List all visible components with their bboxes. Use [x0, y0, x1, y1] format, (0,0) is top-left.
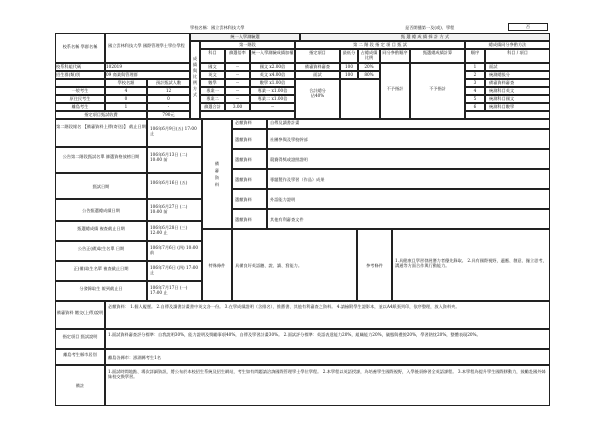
item2: 面試: [295, 71, 340, 79]
bottom-label: 備註: [55, 365, 105, 406]
quota-row-a: 1: [105, 103, 147, 111]
doc-check: 選繳資料: [232, 169, 267, 189]
bottom-label: 備審資料 繳交(上傳)說明: [55, 301, 105, 329]
weighted-label: 合計總分: [309, 88, 326, 93]
tiebreak-v: 統測科目國文: [485, 95, 550, 103]
tiebreak-title: 總成績同分參酌方法: [465, 41, 550, 49]
quota-col-a: 學校名額: [105, 79, 147, 87]
tiebreak-n: 3: [465, 79, 485, 87]
score-weight: 專業二 x1.00倍: [250, 95, 295, 103]
col-pct: 占總成績比例: [358, 49, 380, 63]
doc-item: 專題製作及學習（作品）成果: [267, 169, 550, 189]
quota-row-b: 12: [147, 87, 190, 95]
item1: 備審資料審查: [295, 63, 340, 71]
program-check-label: 是否開播第一及(或)、學程: [405, 25, 455, 30]
col-weight: 統一入學測驗成績加權: [250, 49, 295, 63]
score-ratio: --: [225, 63, 250, 71]
quota-row-b: -: [147, 103, 190, 111]
score-subject: 專業二: [200, 95, 225, 103]
tiebreak-v: 面試: [485, 63, 550, 71]
col-calc: 甄選總成績計算: [410, 49, 465, 63]
score-subject: 專業一: [200, 87, 225, 95]
doc-item: 自傳及讀書計畫: [267, 119, 550, 129]
order-no1: 不予指計: [380, 63, 410, 119]
item2-score: 100: [340, 71, 358, 79]
score-ratio: --: [225, 71, 250, 79]
score-ratio: 3.00: [225, 103, 250, 111]
dept-code-label: 校系名稱 學群名稱: [55, 33, 105, 63]
school-name: 學校名稱：國立雲林科技大學: [190, 25, 245, 30]
special-label: 特殊條件: [202, 229, 232, 301]
col-subject: 科目: [200, 49, 225, 63]
ref-value: 1.具健康且學習發展潛力者優先錄取。 2.具有國際視野，適應、創意、獨立思考，溝通等方面合作與行動能力。: [392, 229, 550, 301]
item1-score: 100: [340, 63, 358, 71]
score-side-label: 成績與比例方式: [190, 41, 200, 119]
tiebreak-v: 統測科目英文: [485, 87, 550, 95]
tiebreak-v: 備審資料審查: [485, 79, 550, 87]
score-subject: 篩選合計: [200, 103, 225, 111]
weighted-total: [295, 79, 340, 119]
score-weight: 數學 x1.00倍: [250, 79, 295, 87]
schedule-label: 公告第二階段甄試名單 篩選資格放榜日期: [55, 147, 147, 173]
bottom-text: 1.面試資料審查評分標準：自我說明30%，能力證明及獎勵事項40%，自傳及學習計畫30%。 2.面試評分標準：英語表達能力20%，組織能力20%，儀態與禮貌20%，學習熱忱20%，整體表現20%。: [105, 329, 550, 349]
score-blank: [200, 111, 295, 119]
schedule-label: 公告甄選總成績日期: [55, 199, 147, 221]
quota-row-label: 原住民考生: [55, 95, 105, 103]
tiebreak-n: 5: [465, 95, 485, 103]
schedule-label: 甄選總成績 複查截止日期: [55, 221, 147, 241]
program-check-value: 否: [508, 23, 548, 31]
schedule-value: 106年6月27日 (二) 10:00 前: [147, 199, 202, 221]
bottom-text: 1.面試時間地點、場次詳細資訊，將公布於本校招生系統及招生網站，考生如有問題請洽詢國際管理學士學位學程。 2.本學程以英語授課，為培養學生國際視野，入學後須修習全英語課程。 3.本學程為提升學生國際移動力，鼓勵赴國外姊妹校交換學習。: [105, 365, 550, 406]
schedule-value: 106年7月17日 (一) 17:00 止: [147, 281, 202, 301]
schedule-value: 106年6月16日 (五): [147, 173, 202, 199]
dept-name: 國立雲林科技大學 國際管理學士學位學程: [105, 33, 190, 63]
doc-item: 其他有利審查文件: [267, 209, 550, 229]
score-weight: 專業一 x1.00倍: [250, 87, 295, 95]
dept-quota-label: 招生群(類)別: [55, 71, 105, 79]
score-subject: 數學: [200, 79, 225, 87]
bottom-label: 指定項目 甄試說明: [55, 329, 105, 349]
doc-item: 社團參與及學校幹部: [267, 129, 550, 149]
col-item: 指定項目: [295, 49, 340, 63]
quota-row-label: 一般考生: [55, 87, 105, 95]
score-ratio: --: [225, 79, 250, 87]
weighted-pct: 佔40%: [310, 93, 325, 98]
quota-row-label: 離島考生: [55, 103, 105, 111]
score-ratio: --: [225, 87, 250, 95]
schedule-label: 第二階段報名 【備審資料上傳(寄送)】 截止日期: [55, 119, 147, 147]
quota-row-a: 4: [105, 87, 147, 95]
dept-code: 102019: [105, 63, 190, 71]
score-weight: 國文 x2.00倍: [250, 63, 295, 71]
quota-col-b: 預計甄試人數: [147, 79, 190, 87]
tiebreak-n: 2: [465, 71, 485, 79]
tiebreak-v: 統測科目數學: [485, 103, 550, 111]
ref-label: 參考條件: [357, 229, 392, 301]
schedule-value: 106年7月6日 (四) 17:00 止: [147, 261, 202, 281]
doc-item: 外語能力證明: [267, 189, 550, 209]
doc-check: 選繳資料: [232, 149, 267, 169]
item-blank: [340, 79, 380, 119]
tiebreak-col-v: 科目 / 項目: [485, 49, 550, 63]
doc-check: 選繳資料: [232, 189, 267, 209]
tiebreak-col-n: 順序: [465, 49, 485, 63]
title-right: 甄 選 總 成 績 採 計 方 式: [300, 33, 550, 41]
dept-group: 09 商業與管理群: [105, 71, 190, 79]
schedule-label: 甄試日期: [55, 173, 147, 199]
bottom-label: 離島考生縣市居別: [55, 349, 105, 365]
item2-pct: 80%: [358, 71, 380, 79]
score-subject: 國文: [200, 63, 225, 71]
col-order: 同分參酌順序: [380, 49, 410, 63]
stage1-header: 第一階段: [200, 41, 295, 49]
doc-check: 選繳資料: [232, 129, 267, 149]
special-value: 具備良好英語聽、說、讀、寫能力。: [232, 229, 357, 301]
tiebreak-n: 1: [465, 63, 485, 71]
score-subject: 英文: [200, 71, 225, 79]
tiebreak-n: 6: [465, 103, 485, 111]
col-min: 最低分: [340, 49, 358, 63]
docs-vertical: 備審資料: [202, 119, 232, 229]
schedule-label: 正(備)取生名單 複查截止日期: [55, 261, 147, 281]
quota-header-blank: [55, 79, 105, 87]
quota-row-b: 0: [147, 95, 190, 103]
bottom-text: 必繳資料： 1.個人履歷。 2.自傳及讀書計畫書中英文各一份。 3.在學成績證明（含排名）、推薦書、其他有利審查之資料。 4.請檢附學生證影本，並以A4紙張列印，依序整理，放入資料夾。: [105, 301, 550, 329]
doc-check: 選繳資料: [232, 209, 267, 229]
dept-code-title: 校系科組代碼: [55, 63, 105, 71]
title-left: 統一入學測驗選: [190, 33, 300, 41]
bottom-text: 離島各縣市：澎湖縣考生1名: [105, 349, 550, 365]
score-ratio: --: [225, 95, 250, 103]
fee-value: 790元: [147, 111, 190, 119]
quota-row-a: 0: [105, 95, 147, 103]
col-ratio: 篩選倍率: [225, 49, 250, 63]
schedule-value: 106年6月9日(五) 17:00 止: [147, 119, 202, 147]
tiebreak-n: 4: [465, 87, 485, 95]
stage2-header: 第 二 階 段 指 定 項 目 甄 試: [295, 41, 465, 49]
order-no2: 不予指計: [410, 63, 465, 119]
schedule-value: 106年6月13日 (二) 10:00 前: [147, 147, 202, 173]
schedule-label: 分發錄取生 報到截止日: [55, 281, 147, 301]
item1-pct: 20%: [358, 63, 380, 71]
score-weight: --: [250, 103, 295, 111]
doc-item: 競賽得獎或證照證明: [267, 149, 550, 169]
docs-head: 必繳資料: [232, 119, 267, 129]
schedule-value: 106年6月28日 (三) 12:00 止: [147, 221, 202, 241]
score-weight: 英文 x4.00倍: [250, 71, 295, 79]
schedule-label: 公告正(備)取生名單 日期: [55, 241, 147, 261]
tiebreak-blank: [465, 111, 550, 119]
tiebreak-v: 統測總級分: [485, 71, 550, 79]
schedule-value: 106年7月6日 (四) 10:00 前: [147, 241, 202, 261]
fee-label: 指定項目甄試收費: [55, 111, 147, 119]
